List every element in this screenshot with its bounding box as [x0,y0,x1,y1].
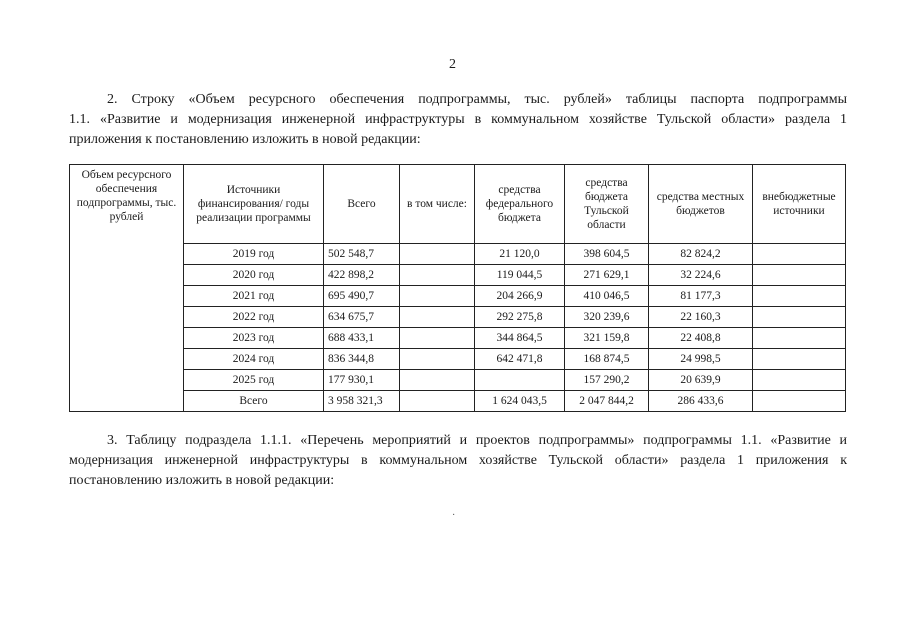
header-extrabudgetary: внебюджетные источники [753,165,846,244]
cell-federal: 204 266,9 [475,286,565,307]
cell-year: 2025 год [184,370,324,391]
cell-including [400,244,475,265]
header-federal: средства федерального бюджета [475,165,565,244]
cell-including [400,286,475,307]
cell-including [400,349,475,370]
cell-local: 20 639,9 [649,370,753,391]
scan-speck: · [452,510,456,521]
cell-regional: 157 290,2 [565,370,649,391]
header-total: Всего [324,165,400,244]
table-row-total [70,391,846,412]
cell-total: 688 433,1 [324,328,400,349]
cell-total: 177 930,1 [324,370,400,391]
cell-including [400,307,475,328]
table-row [70,244,846,265]
cell-year: 2023 год [184,328,324,349]
cell-federal [475,370,565,391]
cell-federal: 292 275,8 [475,307,565,328]
cell-local: 286 433,6 [649,391,753,412]
cell-regional: 320 239,6 [565,307,649,328]
paragraph-line: приложения к постановлению изложить в новой редакции: [69,132,421,147]
table-row [70,328,846,349]
table-first-cell: Объем ресурсного обеспечения подпрограммы, тыс. рублей [70,165,184,412]
cell-year: 2024 год [184,349,324,370]
page-number: 2 [449,57,456,72]
header-regional: средства бюджета Тульской области [565,165,649,244]
cell-including [400,328,475,349]
cell-regional: 398 604,5 [565,244,649,265]
table-row [70,349,846,370]
cell-extra [753,391,846,412]
cell-year: 2020 год [184,265,324,286]
paragraph-item-3 [69,431,847,491]
cell-regional: 271 629,1 [565,265,649,286]
cell-local: 24 998,5 [649,349,753,370]
cell-regional: 168 874,5 [565,349,649,370]
table-header-row [70,165,846,244]
cell-local: 81 177,3 [649,286,753,307]
cell-regional: 410 046,5 [565,286,649,307]
cell-year: 2021 год [184,286,324,307]
table-row [70,370,846,391]
header-including: в том числе: [400,165,475,244]
cell-local: 22 408,8 [649,328,753,349]
cell-extra [753,265,846,286]
cell-total: 836 344,8 [324,349,400,370]
cell-extra [753,286,846,307]
cell-local: 82 824,2 [649,244,753,265]
cell-extra [753,244,846,265]
cell-local: 32 224,6 [649,265,753,286]
cell-total: 502 548,7 [324,244,400,265]
cell-extra [753,328,846,349]
table-row [70,307,846,328]
cell-federal: 642 471,8 [475,349,565,370]
paragraph-line: 2. Строку «Объем ресурсного обеспечения подпрограммы, тыс. рублей» таблицы паспорта подпрограммы [107,92,847,107]
paragraph-line: 3. Таблицу подраздела 1.1.1. «Перечень мероприятий и проектов подпрограммы» подпрограммы 1.1. «Развитие и [107,433,847,448]
table-row [70,265,846,286]
paragraph-line: 1.1. «Развитие и модернизация инженерной инфраструктуры в коммунальном хозяйстве Тульской области» раздела 1 [69,112,847,127]
header-sources: Источники финансирования/ годы реализации программы [184,165,324,244]
cell-total: 695 490,7 [324,286,400,307]
paragraph-line: модернизация инженерной инфраструктуры в коммунальном хозяйстве Тульской области» раздела 1 приложения к [69,453,847,468]
cell-extra [753,370,846,391]
cell-total: 634 675,7 [324,307,400,328]
cell-local: 22 160,3 [649,307,753,328]
cell-year: 2019 год [184,244,324,265]
cell-extra [753,307,846,328]
cell-regional: 2 047 844,2 [565,391,649,412]
cell-including [400,370,475,391]
cell-regional: 321 159,8 [565,328,649,349]
paragraph-item-2 [69,90,847,150]
cell-total: 3 958 321,3 [324,391,400,412]
cell-total: 422 898,2 [324,265,400,286]
cell-year: Всего [184,391,324,412]
resource-table [69,164,846,412]
cell-including [400,265,475,286]
cell-federal: 1 624 043,5 [475,391,565,412]
cell-federal: 21 120,0 [475,244,565,265]
cell-extra [753,349,846,370]
header-local: средства местных бюджетов [649,165,753,244]
cell-federal: 344 864,5 [475,328,565,349]
paragraph-line: постановлению изложить в новой редакции: [69,473,335,488]
cell-federal: 119 044,5 [475,265,565,286]
table-row [70,286,846,307]
cell-including [400,391,475,412]
cell-year: 2022 год [184,307,324,328]
